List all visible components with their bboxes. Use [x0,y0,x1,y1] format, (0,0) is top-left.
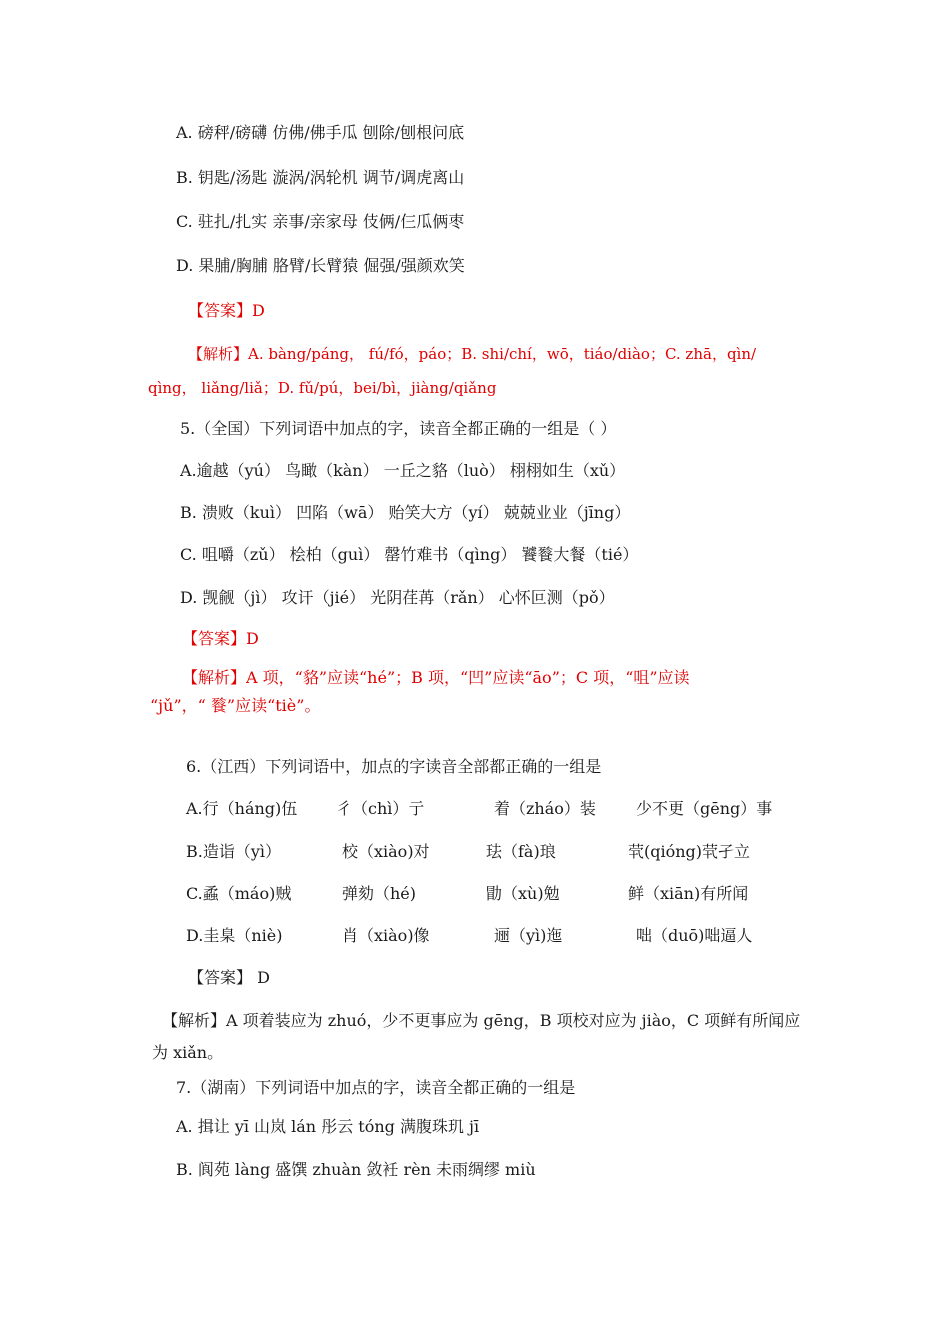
q4-option-d: D. 果脯/胸脯 胳臂/长臂猿 倔强/强颜欢笑 [176,256,465,275]
q5-option-c: C. 咀嚼（zǔ） 桧柏（guì） 罄竹难书（qìng） 饕餮大餐（tié） [180,545,639,564]
q6-row-d-col3: 逦（yì)迤 [494,926,563,945]
q4-option-a: A. 磅秤/磅礴 仿佛/佛手瓜 刨除/刨根问底 [176,123,465,142]
q5-answer: 【答案】D [182,629,259,648]
q6-row-a-col2: 彳（chì）亍 [336,799,425,818]
q5-option-b: B. 溃败（kuì） 凹陷（wā） 贻笑大方（yí） 兢兢业业（jīng） [180,503,631,522]
q6-row-b-col2: 校（xiào)对 [342,842,430,861]
q4-answer: 【答案】D [188,301,265,320]
q4-analysis-line1: 【解析】A. bàng/páng， fú/fó，páo；B. shi/chí，wō，tiáo/diào；C. zhā，qìn/ [188,345,757,363]
q5-question: 5.（全国）下列词语中加点的字，读音全都正确的一组是（ ） [180,419,617,438]
q6-row-d-col4: 咄（duō)咄逼人 [636,926,753,945]
q5-analysis-line2: “jǔ”，“ 餮”应读“tiè”。 [150,696,321,715]
q7-question: 7.（湖南）下列词语中加点的字，读音全都正确的一组是 [176,1078,576,1097]
q5-analysis-line1: 【解析】A 项，“貉”应读“hé”；B 项，“凹”应读“āo”；C 项，“咀”应读 [182,668,690,687]
q6-answer: 【答案】 D [188,968,270,987]
q6-row-d-col2: 肖（xiào)像 [342,926,430,945]
q4-analysis-line2: qìng， liǎng/liǎ；D. fǔ/pú，bei/bì，jiàng/qiǎng [148,379,497,397]
q6-row-c-col2: 弹劾（hé) [342,884,417,903]
q5-option-a: A.逾越（yú） 鸟瞰（kàn） 一丘之貉（luò） 栩栩如生（xǔ） [180,461,626,480]
q5-option-d: D. 觊觎（jì） 攻讦（jié） 光阴荏苒（rǎn） 心怀叵测（pǒ） [180,588,615,607]
q7-option-b: B. 阆苑 làng 盛馔 zhuàn 敛衽 rèn 未雨绸缪 miù [176,1160,536,1179]
q6-row-a-col4: 少不更（gēng）事 [636,799,773,818]
q6-row-a-col1: A.行（háng)伍 [186,799,298,818]
q6-row-b-col1: B.造诣（yì） [186,842,282,861]
q6-analysis-line2: 为 xiǎn。 [152,1043,224,1062]
q4-option-c: C. 驻扎/扎实 亲事/亲家母 伎俩/仨瓜俩枣 [176,212,465,231]
q6-row-c-col3: 勖（xù)勉 [486,884,560,903]
q6-row-b-col3: 珐（fà)琅 [486,842,556,861]
q6-row-c-col1: C.蟊（máo)贼 [186,884,292,903]
q6-row-a-col3: 着（zháo）装 [494,799,596,818]
q7-option-a: A. 揖让 yī 山岚 lán 彤云 tóng 满腹珠玑 jī [176,1117,480,1136]
q6-question: 6.（江西）下列词语中，加点的字读音全部都正确的一组是 [186,757,602,776]
q6-row-b-col4: 茕(qióng)茕孑立 [628,842,751,861]
q6-row-c-col4: 鲜（xiān)有所闻 [628,884,749,903]
q6-row-d-col1: D.圭臬（niè) [186,926,283,945]
q6-analysis-line1: 【解析】A 项着装应为 zhuó，少不更事应为 gēng，B 项校对应为 jiào，C 项鲜有所闻应 [162,1011,801,1030]
q4-option-b: B. 钥匙/汤匙 漩涡/涡轮机 调节/调虎离山 [176,168,465,187]
